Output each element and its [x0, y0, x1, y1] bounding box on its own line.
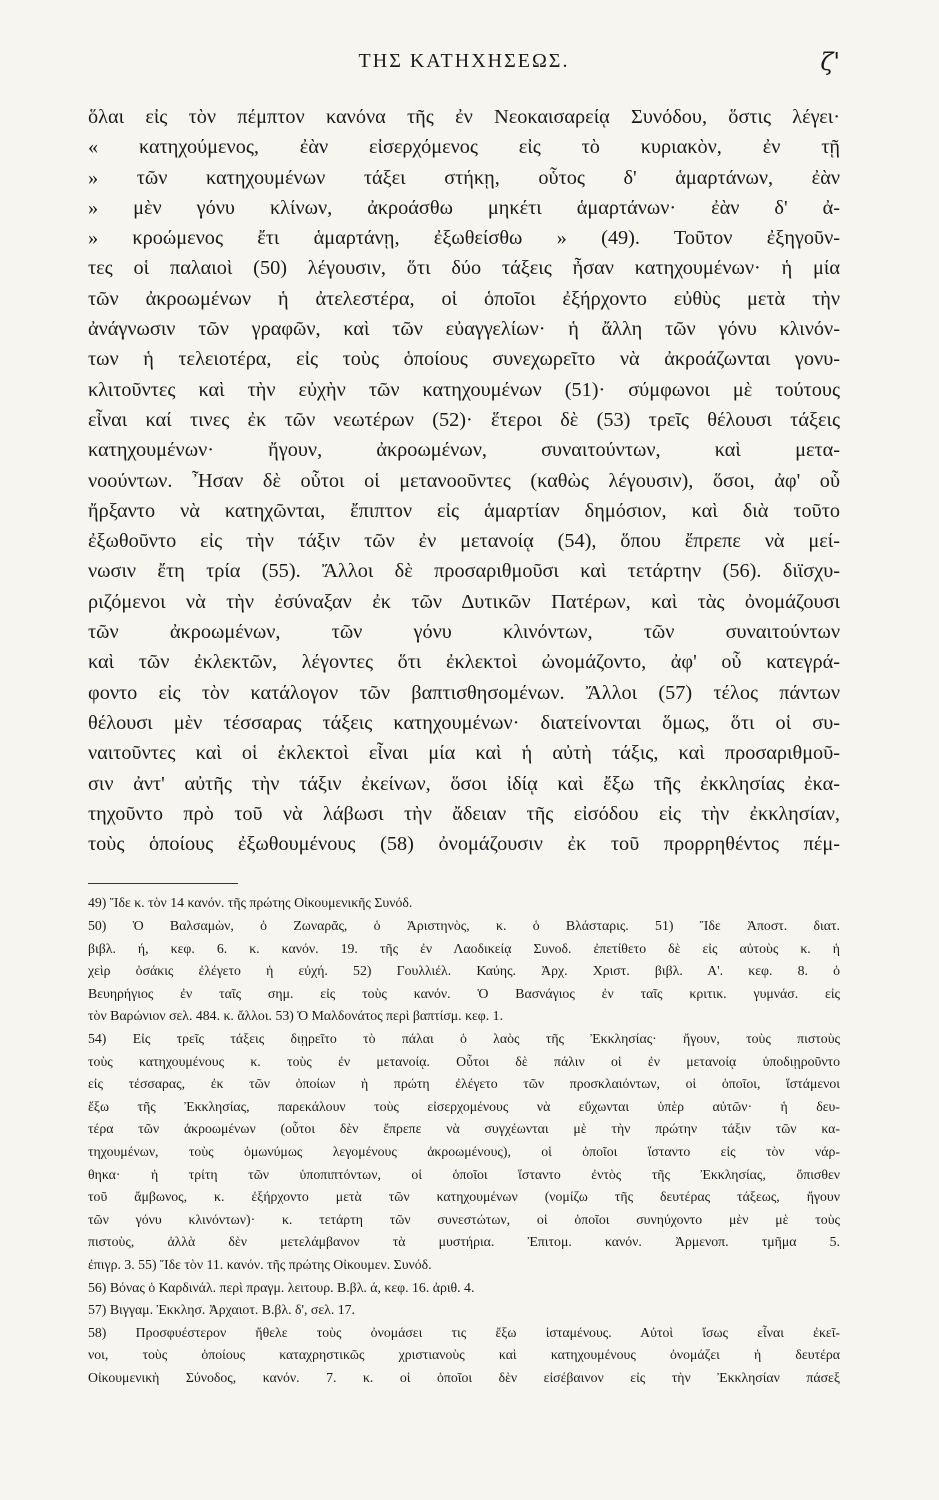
text-line: ὅλαι εἰς τὸν πέμπτον κανόνα τῆς ἐν Νεοκαισαρείᾳ Συνόδου, ὅστις λέγει·: [88, 106, 840, 128]
text-line: » κροώμενος ἔτι ἁμαρτάνῃ, ἐξωθείσθω » (49). Τοῦτον ἐξηγοῦν-: [88, 227, 840, 250]
footnote-line: χεὶρ ὁσάκις ἐλέγετο ἡ εὐχή. 52) Γουλλιέλ. Καύης. Ἀρχ. Χριστ. βιβλ. Α'. κεφ. 8. ὁ: [88, 963, 840, 979]
footnote-line: 58) Προσφυέστερον ἤθελε τοὺς ὀνομάσει τις ἔξω ἱσταμένους. Αὐτοὶ ἴσως εἶναι ἐκεῖ-: [88, 1324, 840, 1340]
footnote-line: 49) Ἴδε κ. τὸν 14 κανόν. τῆς πρώτης Οἰκουμενικῆς Συνόδ.: [88, 895, 413, 911]
footnote-line: θηκα· ἡ τρίτη τῶν ὑποπιπτόντων, οἱ ὁποῖοι ἵσταντο ἐντὸς τῆς Ἐκκλησίας, ὄπισθεν: [88, 1166, 840, 1182]
text-line: θέλουσι μὲν τέσσαρας τάξεις κατηχουμένων· διατείνονται ὅμως, ὅτι οἱ συ-: [88, 711, 840, 734]
running-title: ΤΗΣ ΚΑΤΗΧΗΣΕΩΣ.: [358, 50, 570, 72]
text-line: σιν ἀντ' αὐτῆς τὴν τάξιν ἐκείνων, ὅσοι ἰδίᾳ καὶ ἔξω τῆς ἐκκλησίας ἐκα-: [88, 772, 840, 795]
footnote-line: 50) Ὁ Βαλσαμὼν, ὁ Ζωναρᾶς, ὁ Ἀριστηνὸς, κ. ὁ Βλάσταρις. 51) Ἴδε Ἀποστ. διατ.: [88, 918, 840, 934]
text-line: ἀνάγνωσιν τῶν γραφῶν, καὶ τῶν εὐαγγελίων· ἡ ἄλλη τῶν γόνυ κλινόν-: [88, 318, 840, 341]
footnote-line: πιστοὺς, ἀλλὰ δὲν μετελάμβανον τὰ μυστήρια. Ἐπιτομ. κανόν. Ἀρμενοπ. τμῆμα 5.: [88, 1234, 840, 1250]
footnote-line: νοι, τοὺς ὁποίους καταχρηστικῶς χριστιανοὺς καὶ κατηχουμένους ὀνομάζει ἡ δευτέρα: [88, 1347, 840, 1363]
text-line: φοντο εἰς τὸν κατάλογον τῶν βαπτισθησομένων. Ἄλλοι (57) τέλος πάντων: [88, 681, 840, 704]
footnote-line: τῶν γόνυ κλινόντων)· κ. τετάρτη τῶν συνεστώτων, οἱ ὁποῖοι συνηύχοντο μὲν μὲ τοὺς: [88, 1211, 840, 1227]
text-line: » τῶν κατηχουμένων τάξει στήκῃ, οὗτος δ' ἁμαρτάνων, ἐὰν: [88, 166, 840, 189]
text-line: ἐξωθοῦντο εἰς τὴν τάξιν τῶν ἐν μετανοίᾳ (54), ὅπου ἔπρεπε νὰ μεί-: [88, 530, 840, 553]
text-line: ἤρξαντο νὰ κατηχῶνται, ἔπιπτον εἰς ἁμαρτίαν δημόσιον, καὶ διὰ τοῦτο: [88, 499, 840, 522]
footnote-line: τοῦ ἄμβωνος, κ. ἐξήρχοντο μετὰ τῶν κατηχουμένων (νομίζω τῆς δευτέρας τάξεως, ἤγουν: [88, 1189, 840, 1205]
text-line: » μὲν γόνυ κλίνων, ἀκροάσθω μηκέτι ἁμαρτάνων· ἐὰν δ' ἀ-: [88, 196, 840, 219]
footnote-line: ἔξω τῆς Ἐκκλησίας, παρεκάλουν τοὺς εἰσερχομένους νὰ εὔχωνται ὑπὲρ αὐτῶν· ἡ δευ-: [88, 1098, 840, 1114]
footnote-line: ἐπιγρ. 3. 55) Ἴδε τὸν 11. κανόν. τῆς πρώτης Οἰκουμεν. Συνόδ.: [88, 1256, 432, 1272]
text-line: κλιτοῦντες καὶ τὴν εὐχὴν τῶν κατηχουμένων (51)· σύμφωνοι μὲ τούτους: [88, 378, 840, 401]
page-header: [88, 50, 840, 84]
footnote-line: Βευηρήγιος ἐν ταῖς σημ. εἰς τοὺς κανόν. Ὁ Βασνάγιος ἐν ταῖς κριτικ. γυμνάσ. εἰς: [88, 985, 840, 1001]
footnote-line: 54) Εἰς τρεῖς τάξεις διῃρεῖτο τὸ πάλαι ὁ λαὸς τῆς Ἐκκλησίας· ἤγουν, τοὺς πιστοὺς: [88, 1030, 840, 1046]
footnote-line: Οἰκουμενικὴ Σύνοδος, κανόν. 7. κ. οἱ ὁποῖοι δὲν εἰσέβαινον εἰς τὴν Ἐκκλησίαν πάσεξ: [88, 1369, 840, 1385]
footnote-divider: [88, 883, 238, 884]
text-line: τῶν ἀκροωμένων, τῶν γόνυ κλινόντων, τῶν συναιτούντων: [88, 621, 840, 644]
footnote-line: τὸν Βαρώνιον σελ. 484. κ. ἄλλοι. 53) Ὁ Μαλδονάτος περὶ βαπτίσμ. κεφ. 1.: [88, 1008, 504, 1024]
text-line: ναιτοῦντες καὶ οἱ ἐκλεκτοὶ εἶναι μία καὶ ἡ αὐτὴ τάξις, καὶ προσαριθμοῦ-: [88, 742, 840, 765]
text-line: καὶ τῶν ἐκλεκτῶν, λέγοντες ὅτι ἐκλεκτοὶ ὠνομάζοντο, ἀφ' οὗ κατεγρά-: [88, 651, 840, 674]
text-line: τῶν ἀκροωμένων ἡ ἀτελεστέρα, οἱ ὁποῖοι ἐξήρχοντο εὐθὺς μετὰ τὴν: [88, 287, 840, 310]
main-text: [88, 102, 840, 859]
text-line: τοὺς ὁποίους ἐξωθουμένους (58) ὀνομάζουσιν ἐκ τοῦ προρρηθέντος πέμ-: [88, 833, 840, 856]
footnote-line: 56) Βόνας ὁ Καρδινάλ. περὶ πραγμ. λειτουρ. Β.βλ. ά, κεφ. 16. ἀριθ. 4.: [88, 1279, 475, 1295]
footnote-line: 57) Βιγγαμ. Ἐκκλησ. Ἀρχαιοτ. Β.βλ. δ', σελ. 17.: [88, 1302, 355, 1318]
page-number: ζ': [820, 48, 840, 76]
footnote-line: εἰς τέσσαρας, ἐκ τῶν ὁποίων ἡ πρώτη ἐλέγετο τῶν προσκλαιόντων, οἱ ὁποῖοι, ἵστάμενοι: [88, 1076, 840, 1092]
text-line: νωσιν ἔτη τρία (55). Ἄλλοι δὲ προσαριθμοῦσι καὶ τετάρτην (56). διϊσχυ-: [88, 560, 840, 583]
text-line: νοούντων. Ἦσαν δὲ οὗτοι οἱ μετανοοῦντες (καθὼς λέγουσιν), ὅσοι, ἀφ' οὗ: [88, 469, 840, 492]
text-line: ριζόμενοι νὰ τὴν ἐσύναξαν ἐκ τῶν Δυτικῶν Πατέρων, καὶ τὰς ὀνομάζουσι: [88, 590, 840, 613]
text-line: των ἡ τελειοτέρα, εἰς τοὺς ὁποίους συνεχωρεῖτο νὰ ἀκροάζωνται γονυ-: [88, 348, 840, 371]
footnote-line: τοὺς κατηχουμένους κ. τοὺς ἐν μετανοίᾳ. Οὗτοι δὲ πάλιν οἱ ἐν μετανοίᾳ ὑποδιῃροῦντο: [88, 1053, 840, 1069]
text-line: τες οἱ παλαιοὶ (50) λέγουσιν, ὅτι δύο τάξεις ἦσαν κατηχουμένων· ἡ μία: [88, 257, 840, 280]
footnote-line: τέρα τῶν ἀκροωμένων (οὗτοι δὲν ἔπρεπε νὰ συγχέωνται μὲ τὴν πρώτην τάξιν τῶν κα-: [88, 1121, 840, 1137]
footnote-line: βιβλ. ή, κεφ. 6. κ. κανόν. 19. τῆς ἐν Λαοδικείᾳ Συνοδ. ἐπετίθετο δὲ εἰς αὐτοὺς κ. ἡ: [88, 940, 840, 956]
text-line: « κατηχούμενος, ἐὰν εἰσερχόμενος εἰς τὸ κυριακὸν, ἐν τῇ: [88, 136, 840, 159]
text-line: εἶναι καί τινες ἐκ τῶν νεωτέρων (52)· ἕτεροι δὲ (53) τρεῖς θέλουσι τάξεις: [88, 408, 840, 431]
book-page: [88, 50, 840, 1389]
text-line: τηχοῦντο πρὸ τοῦ νὰ λάβωσι τὴν ἄδειαν τῆς εἰσόδου εἰς τὴν ἐκκλησίαν,: [88, 802, 840, 825]
text-line: κατηχουμένων· ἤγουν, ἀκροωμένων, συναιτούντων, καὶ μετα-: [88, 439, 840, 462]
footnotes: [88, 892, 840, 1389]
footnote-line: τηχουμένων, τοὺς ὁμωνύμως λεγομένους ἀκροωμένους), οἱ ὁποῖοι ἵσταντο εἰς τὸν νάρ-: [88, 1143, 840, 1159]
